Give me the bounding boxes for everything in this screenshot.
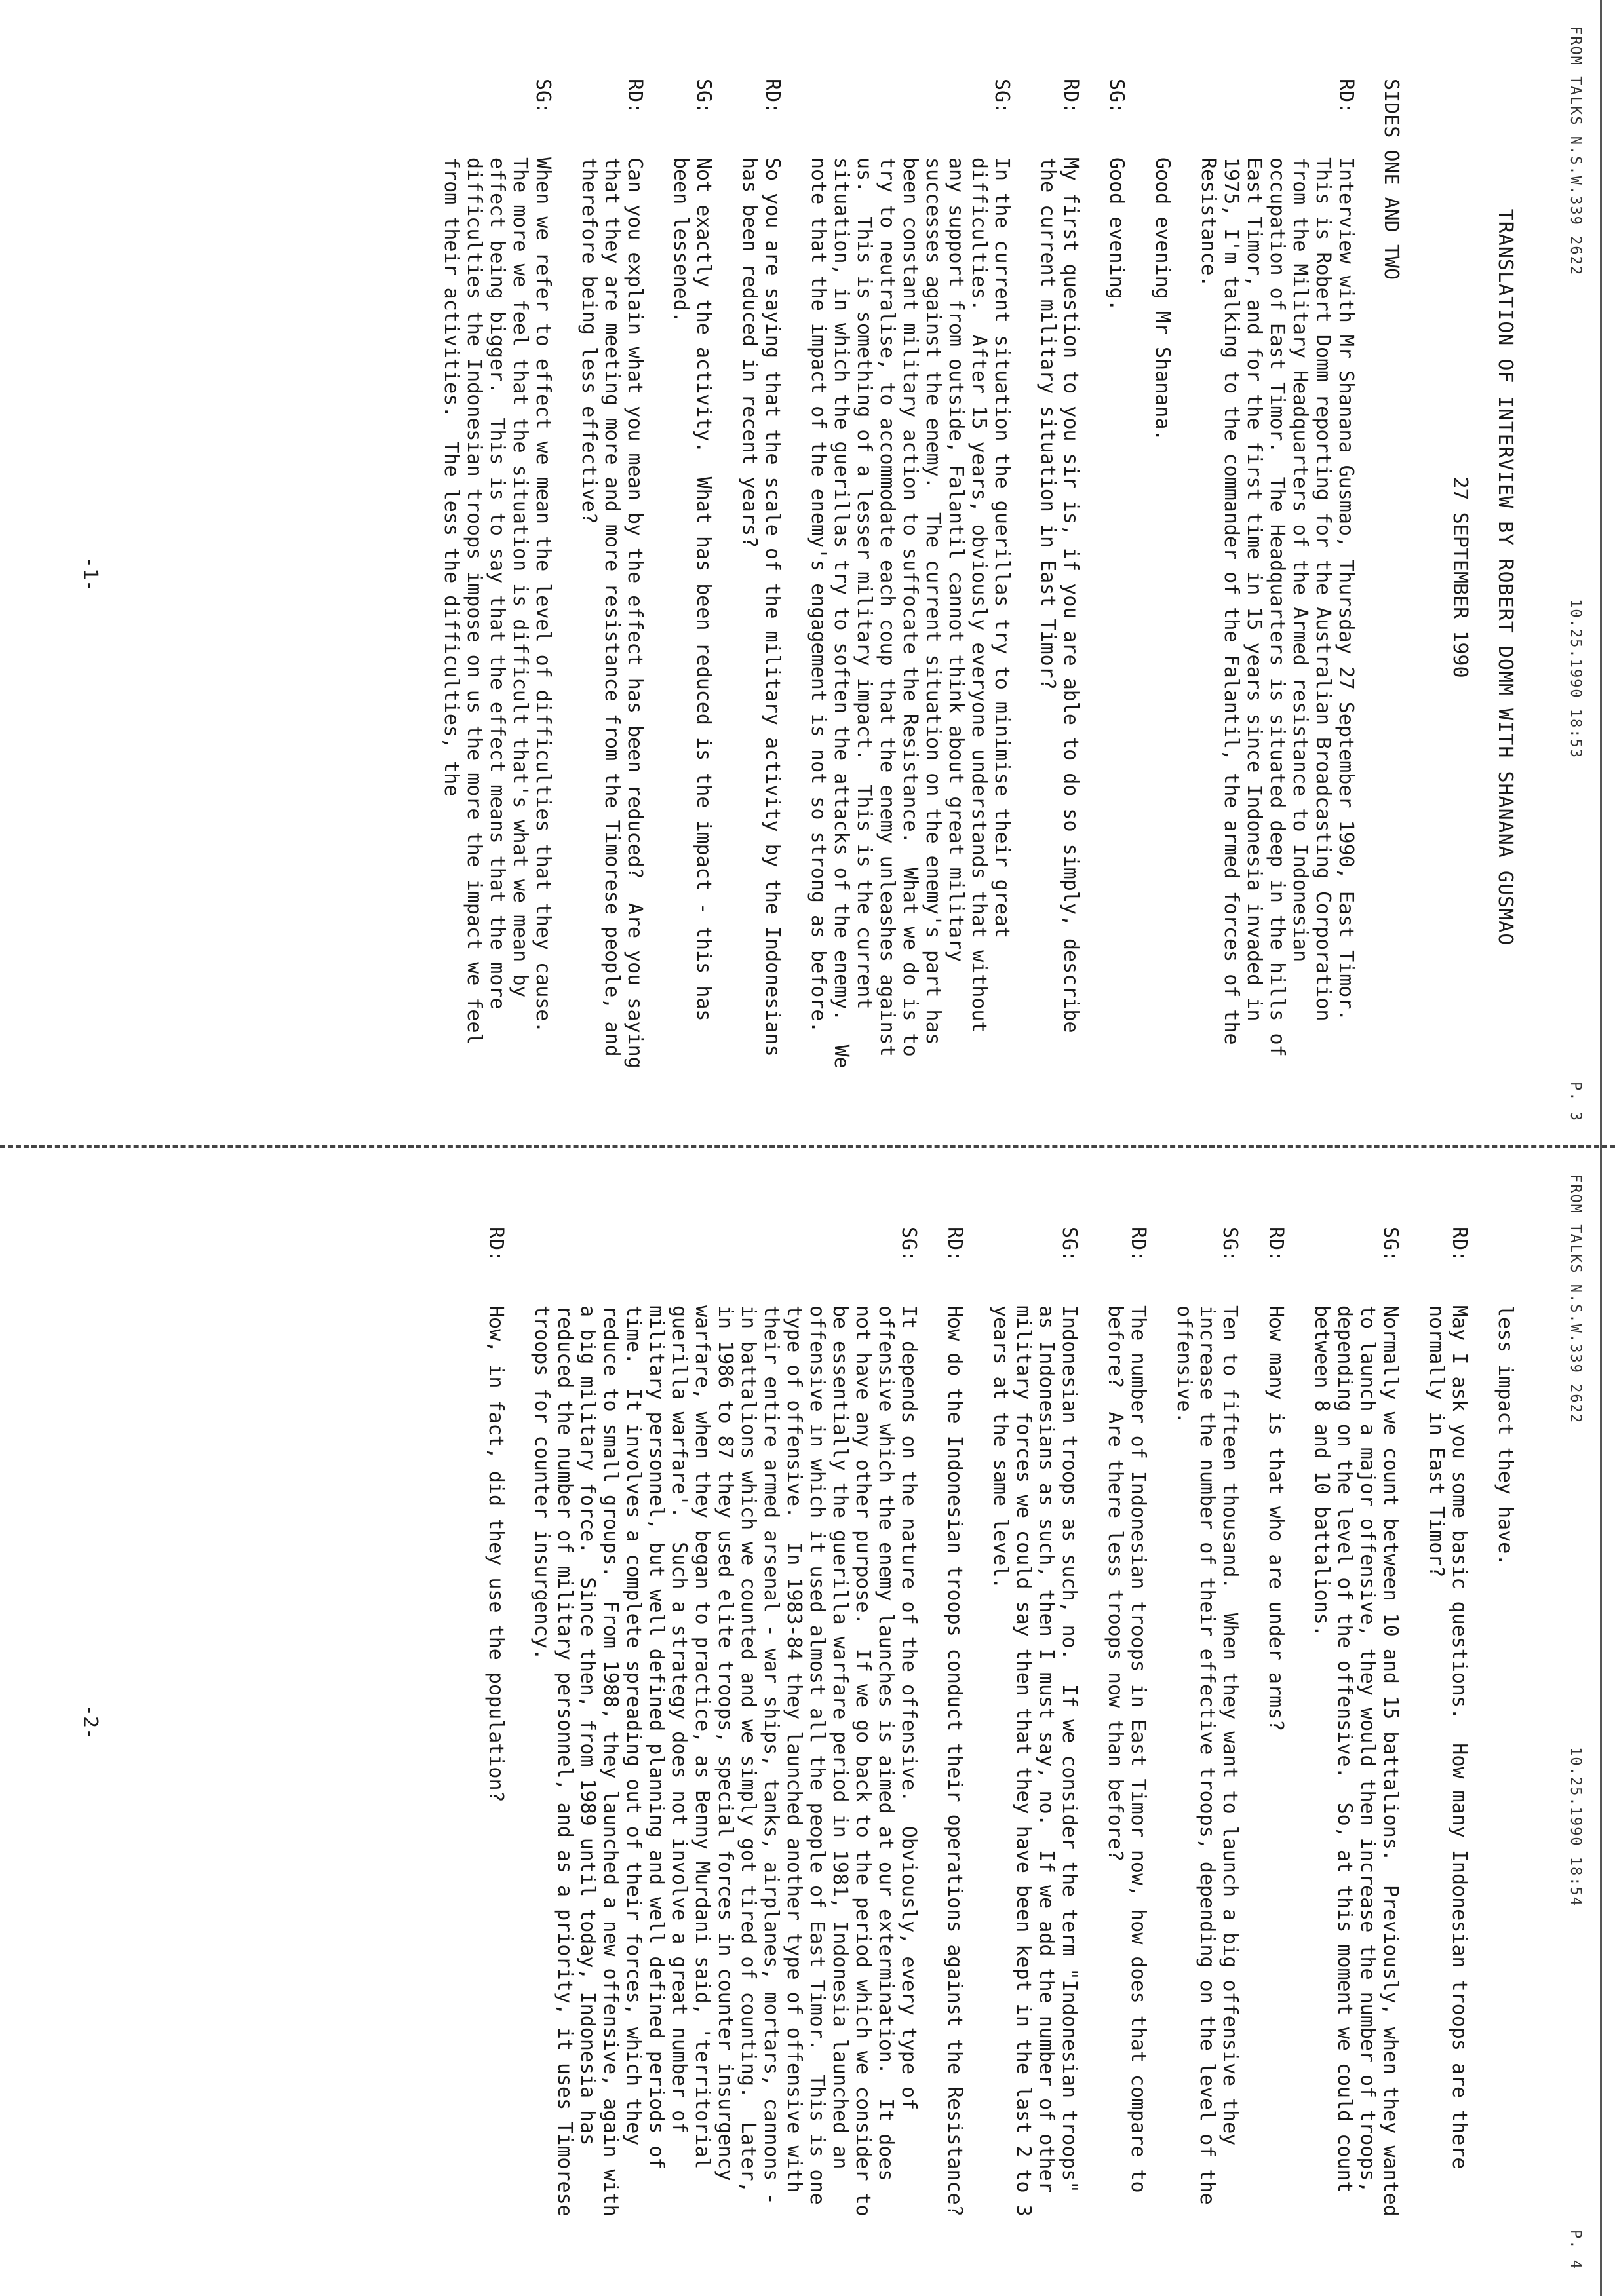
speech-text: How many is that who are under arms? (1264, 1305, 1287, 1732)
dialogue-entry (440, 79, 555, 1076)
speaker-label: SG: (1105, 79, 1128, 115)
speech-text: How, in fact, did they use the population? (484, 1305, 507, 1803)
speaker-label: RD: (943, 1227, 966, 1263)
fax-header (1567, 1174, 1584, 2270)
fax-sender: FROM TALKS N.S.W.339 2622 (1567, 26, 1584, 277)
fax-page-number: P. 4 (1567, 2230, 1584, 2270)
speaker-label: SG: (897, 1227, 920, 1263)
speech-text: Ten to fifteen thousand. When they want to launch a big offensive they increase the number of their effective troops, depending on the level of the offensive. (1173, 1305, 1241, 2217)
dialogue-entry (1036, 79, 1082, 1076)
speech-text: May I ask you some basic questions. How many Indonesian troops are there normally in East Timor? (1425, 1305, 1471, 2181)
page-footer-number: -2- (79, 1704, 102, 1740)
transcript-body (461, 1227, 1517, 2229)
speech-text: Can you explain what you mean by the effect has been reduced? Are you saying that they are meeting more and more resistance from the Timorese people, and therefore being less effective? (577, 157, 646, 1081)
dialogue-entry (484, 1227, 507, 2224)
speech-text: Good evening. (1105, 157, 1128, 311)
speech-text: How do the Indonesian troops conduct their operations against the Resistance? (943, 1305, 966, 2217)
page-footer-number: -1- (79, 556, 102, 592)
fax-datetime: 10.25.1990 18:53 (1567, 599, 1584, 759)
speaker-label: SG: (532, 79, 555, 115)
document-title: TRANSLATION OF INTERVIEW BY ROBERT DOMM WITH SHANANA GUSMAO (1494, 208, 1517, 946)
speech-text: The number of Indonesian troops in East Timor now, how does that compare to before? Are there less troops now than before? (1104, 1305, 1150, 2205)
speech-text: When we refer to effect we mean the level of difficulties that they cause. The more we feel that the situation is difficult that's what we mean by effect being bigger. This is to say that the effect means that the more difficulties the Indonesian troops impose on us the more the impact we feel from their activities. The less the difficulties, the (440, 157, 555, 1057)
speaker-label (1151, 79, 1174, 157)
dialogue-entry (577, 79, 646, 1081)
speech-text: It depends on the nature of the offensive. Obviously, every type of offensive which the enemy launches is aimed at our extermination. It does not have any other purpose. If we go back to the period which we consider to be essentially the guerilla warfare period in 1981, Indonesia launched an offensive in which it used almost all the people of East Timor. This is one type of offensive. In 1983-84 they launched another type of offensive with their entire armed arsenal - war ships, tanks, airplanes, mortars, cannons - in battalions which we counted and we simply got tired of counting. Later, in 1986 to 87 they used elite troops, special forces in counter insurgency warfare, when they began to practice, as Benny Murdani said, 'territorial guerilla warfare'. Such a strategy does not involve a great number of military personnel, but well defined planning and well defined periods of time. It involves a complete spreading out of their forces, which they reduce to small groups. From 1988, they launched a new offensive, again with a big military force. Since then, from 1989 until today, Indonesia has reduced the number of military personnel, and as a priority, it uses Timorese troops for counter insurgency. (530, 1305, 920, 2229)
dialogue-entry (1173, 1227, 1241, 2224)
speaker-label: SG: (1058, 1227, 1081, 1263)
fax-header (1567, 26, 1584, 1122)
fax-page-number: P. 3 (1567, 1082, 1584, 1122)
dialogue-entry (1105, 79, 1128, 1076)
speaker-label: SG: (692, 79, 715, 115)
fax-sender: FROM TALKS N.S.W.339 2622 (1567, 1174, 1584, 1425)
dialogue-entry (1151, 79, 1174, 1076)
speech-text: Good evening Mr Shanana. (1151, 157, 1174, 442)
transcript-body (417, 79, 1517, 1081)
fax-top-rule (1600, 1148, 1602, 2296)
sides-label: SIDES ONE AND TWO (1380, 79, 1403, 280)
dialogue-entry (943, 1227, 966, 2224)
speaker-label: RD: (1127, 1227, 1150, 1263)
speaker-label: RD: (1334, 79, 1357, 115)
speaker-label: RD: (761, 79, 784, 115)
page-2-rotated-content (0, 1148, 1615, 2296)
speaker-label: SG: (990, 79, 1013, 115)
dialogue-entry (1264, 1227, 1287, 2224)
speech-text: Indonesian troops as such, no. If we consider the term "Indonesian troops" as Indonesians as such, then I must say, no. If we add the number of other military forces we could say then that they have been kept in the last 2 to 3 years at the same level. (989, 1305, 1081, 2229)
dialogue-entry (807, 79, 1013, 1081)
dialogue-entry (989, 1227, 1081, 2229)
speaker-label: SG: (1379, 1227, 1402, 1263)
speech-text: Interview with Mr Shanana Gusmao, Thursday 27 September 1990, East Timor. This is Robert Domm reporting for the Australian Broadcasting Corporation from the Military Headquarters of the Armed resistance to Indonesian occupation of East Timor. The Headquarters is situated deep in the hills of East Timor, and for the first time in 15 years since Indonesia invaded in 1975, I'm talking to the commander of the Falantil, the armed forces of the Resistance. (1197, 157, 1357, 1069)
speech-text: My first question to you sir is, if you are able to do so simply, describe the current military situation in East Timor? (1036, 157, 1082, 1045)
dialogue-entry (530, 1227, 920, 2229)
speaker-label: RD: (484, 1227, 507, 1263)
speech-text: Not exactly the activity. What has been reduced is the impact - this has been lessened. (669, 157, 715, 1033)
dialogue-entry (1310, 1227, 1402, 2229)
speaker-label: RD: (623, 79, 646, 115)
speaker-label: RD: (1264, 1227, 1287, 1263)
speech-text: Normally we count between 10 and 15 battalions. Previously, when they wanted to launch a major offensive, they would then increase the number of troops, depending on the level of the offensive. So, at this moment we could count between 8 and 10 battalions. (1310, 1305, 1402, 2229)
dialogue-entry (738, 79, 784, 1076)
speaker-label: RD: (1059, 79, 1082, 115)
document-date: 27 SEPTEMBER 1990 (1449, 476, 1471, 678)
fax-top-rule (1600, 0, 1602, 1148)
speaker-label: SG: (1218, 1227, 1241, 1263)
speech-text: So you are saying that the scale of the military activity by the Indonesians has been reduced in recent years? (738, 157, 784, 1069)
dialogue-entry (1197, 79, 1357, 1076)
fax-datetime: 10.25.1990 18:54 (1567, 1747, 1584, 1907)
dialogue-entry (1425, 1227, 1471, 2224)
fax-page-2 (0, 1148, 1615, 2296)
continued-text: less impact they have. (1494, 1305, 1517, 1566)
dialogue-entry (669, 79, 715, 1076)
speech-text: In the current situation the guerillas try to minimise their great difficulties. After 15 years, obviously everyone understands that without any support from outside, Falantil cannot think about great military successes against the enemy. The current situation on the enemy's part has been constant military action to suffocate the Resistance. What we do is to try to neutralise, to accommodate each coup that the enemy unleashes against us. This is something of a lesser military impact. This is the current situation, in which the guerillas try to soften the attacks of the enemy. We note that the impact of the enemy's engagement is not so strong as before. (807, 157, 1013, 1081)
speaker-label: RD: (1448, 1227, 1471, 1263)
dialogue-entry (1104, 1227, 1150, 2224)
